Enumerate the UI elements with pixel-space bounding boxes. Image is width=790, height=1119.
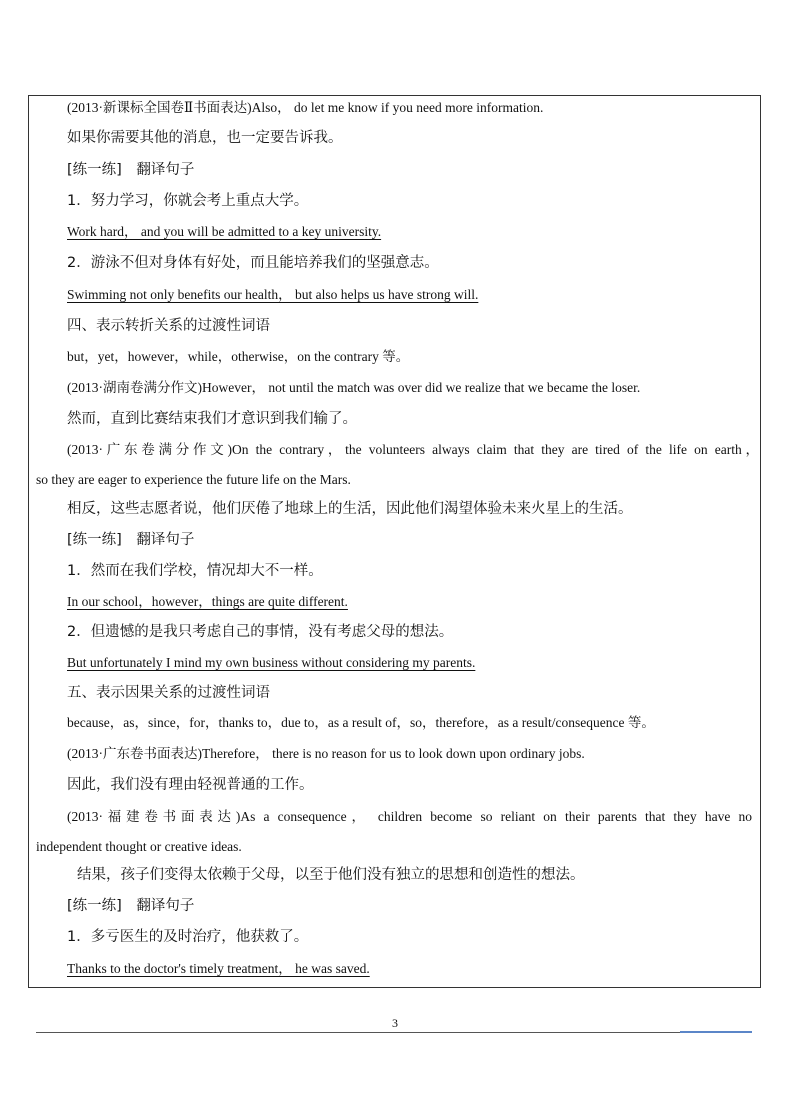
example-sentence: (2013·新课标全国卷Ⅱ书面表达)Also， do let me know if you need more information. xyxy=(67,100,544,115)
translation-text: 然而，直到比赛结束我们才意识到我们输了。 xyxy=(67,411,357,427)
example-sentence: (2013·湖南卷满分作文)However， not until the match was over did we realize that we became the loser. xyxy=(67,380,641,395)
exercise-answer: Work hard， and you will be admitted to a key university. xyxy=(67,224,382,239)
exercise-item: 2．但遗憾的是我只考虑自己的事情，没有考虑父母的想法。 xyxy=(67,624,454,640)
footer-rule xyxy=(36,1032,752,1033)
example-sentence-continued: independent thought or creative ideas. xyxy=(36,839,242,854)
translation-text: 如果你需要其他的消息，也一定要告诉我。 xyxy=(67,130,343,146)
exercise-item: 1．然而在我们学校，情况却大不一样。 xyxy=(67,563,323,579)
example-sentence: (2013·广东卷书面表达)Therefore， there is no reason for us to look down upon ordinary jobs. xyxy=(67,746,585,761)
example-sentence: (2013·福建卷书面表达)As a consequence， children become so reliant on their parents that they have no xyxy=(67,809,752,824)
example-sentence: (2013·广东卷满分作文)On the contrary，the volunteers always claim that they are tired of the life on earth， xyxy=(67,442,759,457)
exercise-heading: [练一练] 翻译句子 xyxy=(67,898,195,914)
exercise-heading: [练一练] 翻译句子 xyxy=(67,532,195,548)
exercise-answer: But unfortunately I mind my own business without considering my parents. xyxy=(67,655,476,670)
section-heading: 五、表示因果关系的过渡性词语 xyxy=(67,685,270,701)
exercise-answer: Swimming not only benefits our health， but also helps us have strong will. xyxy=(67,287,479,302)
translation-text: 因此，我们没有理由轻视普通的工作。 xyxy=(67,777,314,793)
exercise-item: 1．多亏医生的及时治疗，他获救了。 xyxy=(67,929,309,945)
exercise-answer: In our school，however，things are quite different. xyxy=(67,594,348,609)
word-list: because，as，since，for，thanks to，due to，as a result of，so，therefore，as a result/consequence 等。 xyxy=(67,715,655,730)
exercise-heading: [练一练] 翻译句子 xyxy=(67,162,195,178)
example-sentence-continued: so they are eager to experience the future life on the Mars. xyxy=(36,472,351,487)
exercise-item: 1．努力学习，你就会考上重点大学。 xyxy=(67,193,309,209)
exercise-answer: Thanks to the doctor's timely treatment， he was saved. xyxy=(67,961,370,976)
exercise-item: 2．游泳不但对身体有好处，而且能培养我们的坚强意志。 xyxy=(67,255,439,271)
footer-accent-bar xyxy=(680,1031,752,1033)
section-heading: 四、表示转折关系的过渡性词语 xyxy=(67,318,270,334)
translation-text: 结果，孩子们变得太依赖于父母，以至于他们没有独立的思想和创造性的想法。 xyxy=(77,867,585,883)
page-number: 3 xyxy=(392,1016,398,1030)
translation-text: 相反，这些志愿者说，他们厌倦了地球上的生活，因此他们渴望体验未来火星上的生活。 xyxy=(67,501,633,517)
word-list: but，yet，however，while，otherwise，on the contrary 等。 xyxy=(67,349,410,364)
